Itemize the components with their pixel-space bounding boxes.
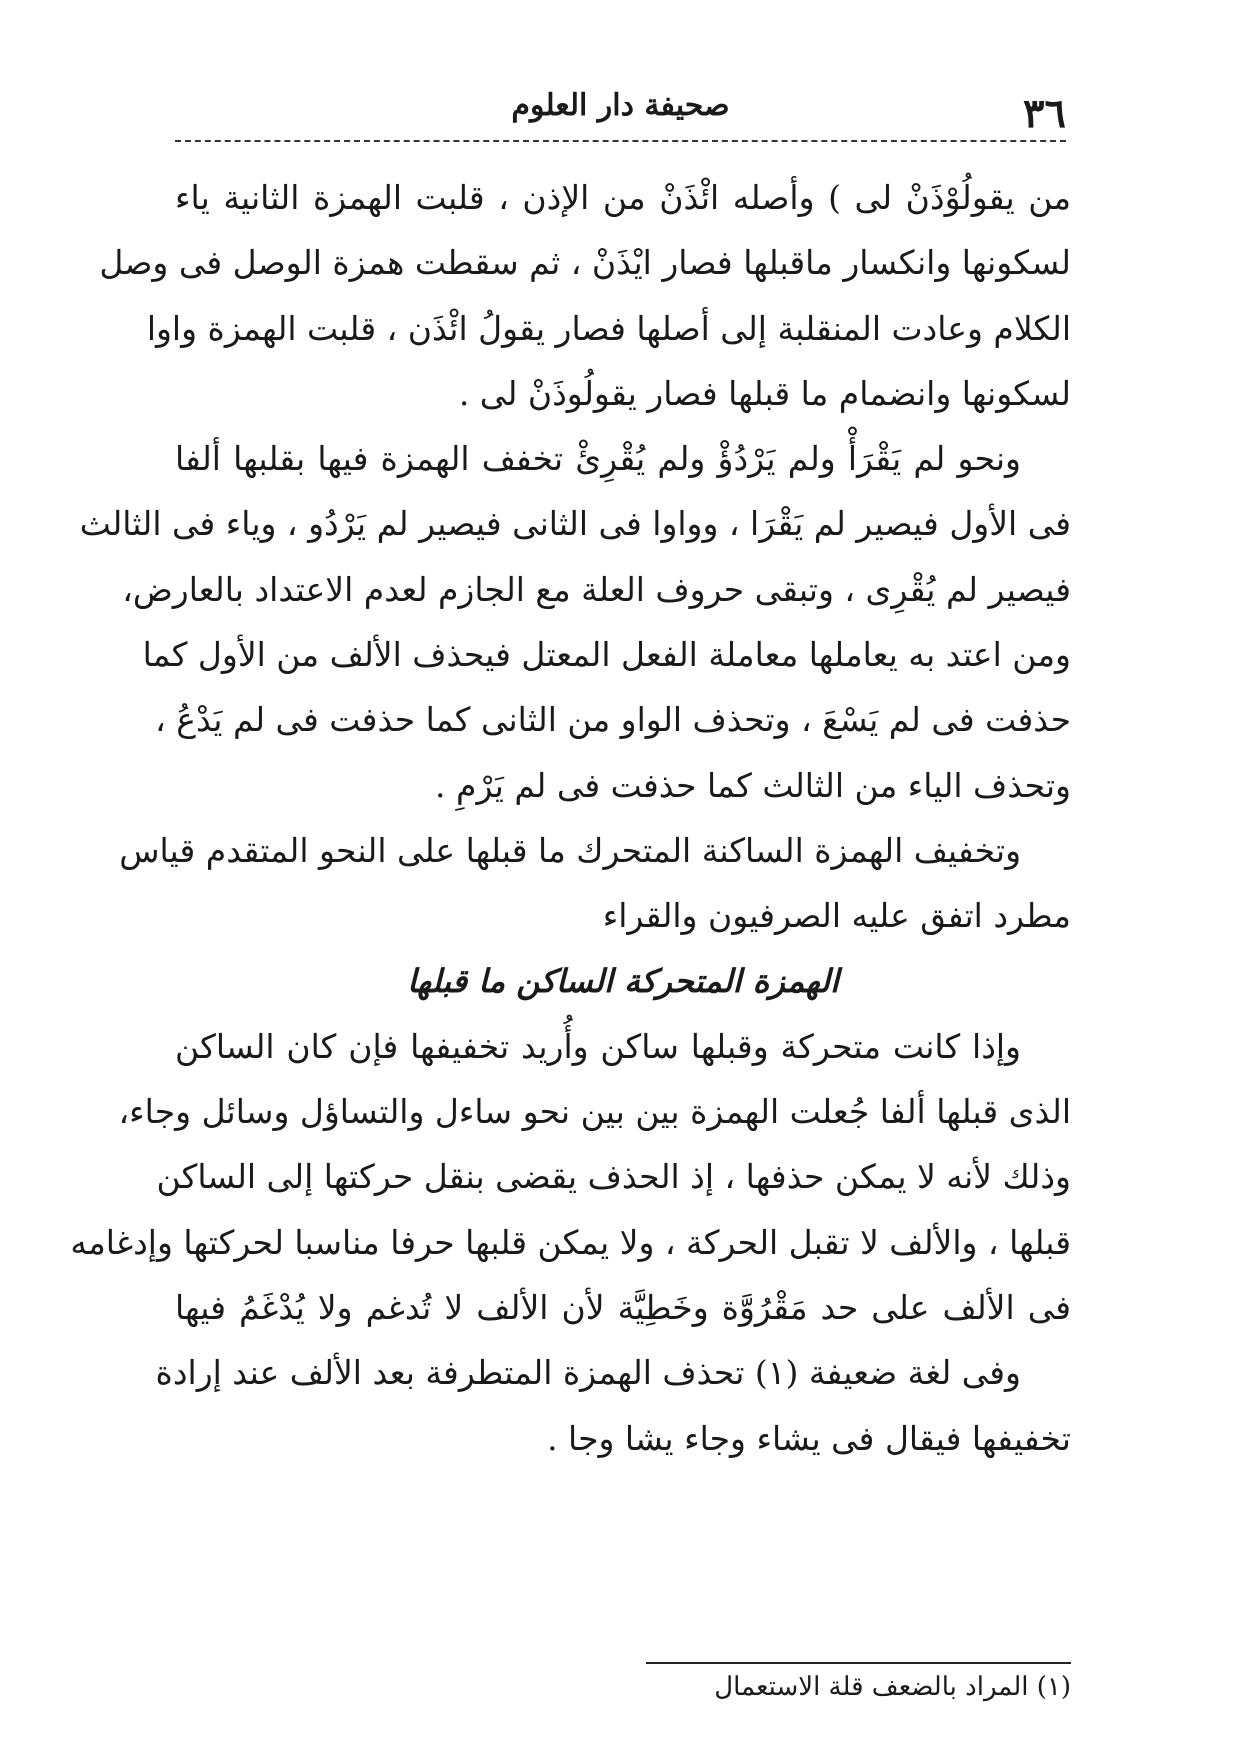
text-line: وتخفيف الهمزة الساكنة المتحرك ما قبلها على النحو المتقدم قياس bbox=[119, 830, 1021, 870]
running-title: صحيفة دار العلوم bbox=[511, 88, 730, 123]
text-line: وإذا كانت متحركة وقبلها ساكن وأُريد تخفيفها فإن كان الساكن bbox=[175, 1026, 1021, 1066]
text-line: فيصير لم يُقْرِى ، وتبقى حروف العلة مع الجازم لعدم الاعتداد بالعارض، bbox=[122, 569, 1071, 609]
text-line: مطرد اتفق عليه الصرفيون والقراء bbox=[602, 896, 1071, 936]
text-line: تخفيفها فيقال فى يشاء وجاء يشا وجا . bbox=[547, 1418, 1071, 1458]
text-line: فى الأول فيصير لم يَقْرَا ، وواوا فى الثانى فيصير لم يَرْدُو ، وياء فى الثالث bbox=[79, 504, 1071, 544]
text-line: وذلك لأنه لا يمكن حذفها ، إذ الحذف يقضى بنقل حركتها إلى الساكن bbox=[156, 1157, 1071, 1197]
page-number: ٣٦ bbox=[1023, 90, 1066, 137]
body-text bbox=[70, 165, 1071, 1471]
text-line: لسكونها وانكسار ماقبلها فصار ايْذَنْ ، ثم سقطت همزة الوصل فى وصل bbox=[99, 243, 1071, 283]
text-line: وتحذف الياء من الثالث كما حذفت فى لم يَرْمِ . bbox=[435, 765, 1071, 805]
text-line: قبلها ، والألف لا تقبل الحركة ، ولا يمكن قلبها حرفا مناسبا لحركتها وإدغامه bbox=[70, 1222, 1071, 1262]
text-line: فى الألف على حد مَقْرُوَّة وخَطِيَّة لأن الألف لا تُدغم ولا يُدْغَمُ فيها bbox=[175, 1288, 1071, 1328]
text-line: الذى قبلها ألفا جُعلت الهمزة بين بين نحو ساءل والتساؤل وسائل وجاء، bbox=[118, 1092, 1071, 1132]
text-line: الكلام وعادت المنقلبة إلى أصلها فصار يقولُ ائْذَن ، قلبت الهمزة واوا bbox=[146, 308, 1071, 348]
text-line: وفى لغة ضعيفة (١) تحذف الهمزة المتطرفة بعد الألف عند إرادة bbox=[155, 1353, 1021, 1393]
footnote-divider bbox=[646, 1662, 1071, 1664]
text-line: لسكونها وانضمام ما قبلها فصار يقولُوذَنْ لى . bbox=[458, 373, 1071, 413]
page-header bbox=[175, 80, 1066, 140]
text-line: ومن اعتد به يعاملها معاملة الفعل المعتل فيحذف الألف من الأول كما bbox=[142, 635, 1071, 675]
text-line: ونحو لم يَقْرَأْ ولم يَرْدُؤْ ولم يُقْرِئْ تخفف الهمزة فيها بقلبها ألفا bbox=[175, 439, 1021, 479]
footnote: (١) المراد بالضعف قلة الاستعمال bbox=[714, 1672, 1071, 1702]
text-line: حذفت فى لم يَسْعَ ، وتحذف الواو من الثانى كما حذفت فى لم يَدْعُ ، bbox=[155, 700, 1071, 740]
text-line: من يقولُوْذَنْ لى ) وأصله ائْذَنْ من الإذن ، قلبت الهمزة الثانية ياء bbox=[175, 178, 1071, 217]
header-divider bbox=[175, 140, 1066, 142]
section-heading: الهمزة المتحركة الساكن ما قبلها bbox=[407, 961, 839, 1000]
